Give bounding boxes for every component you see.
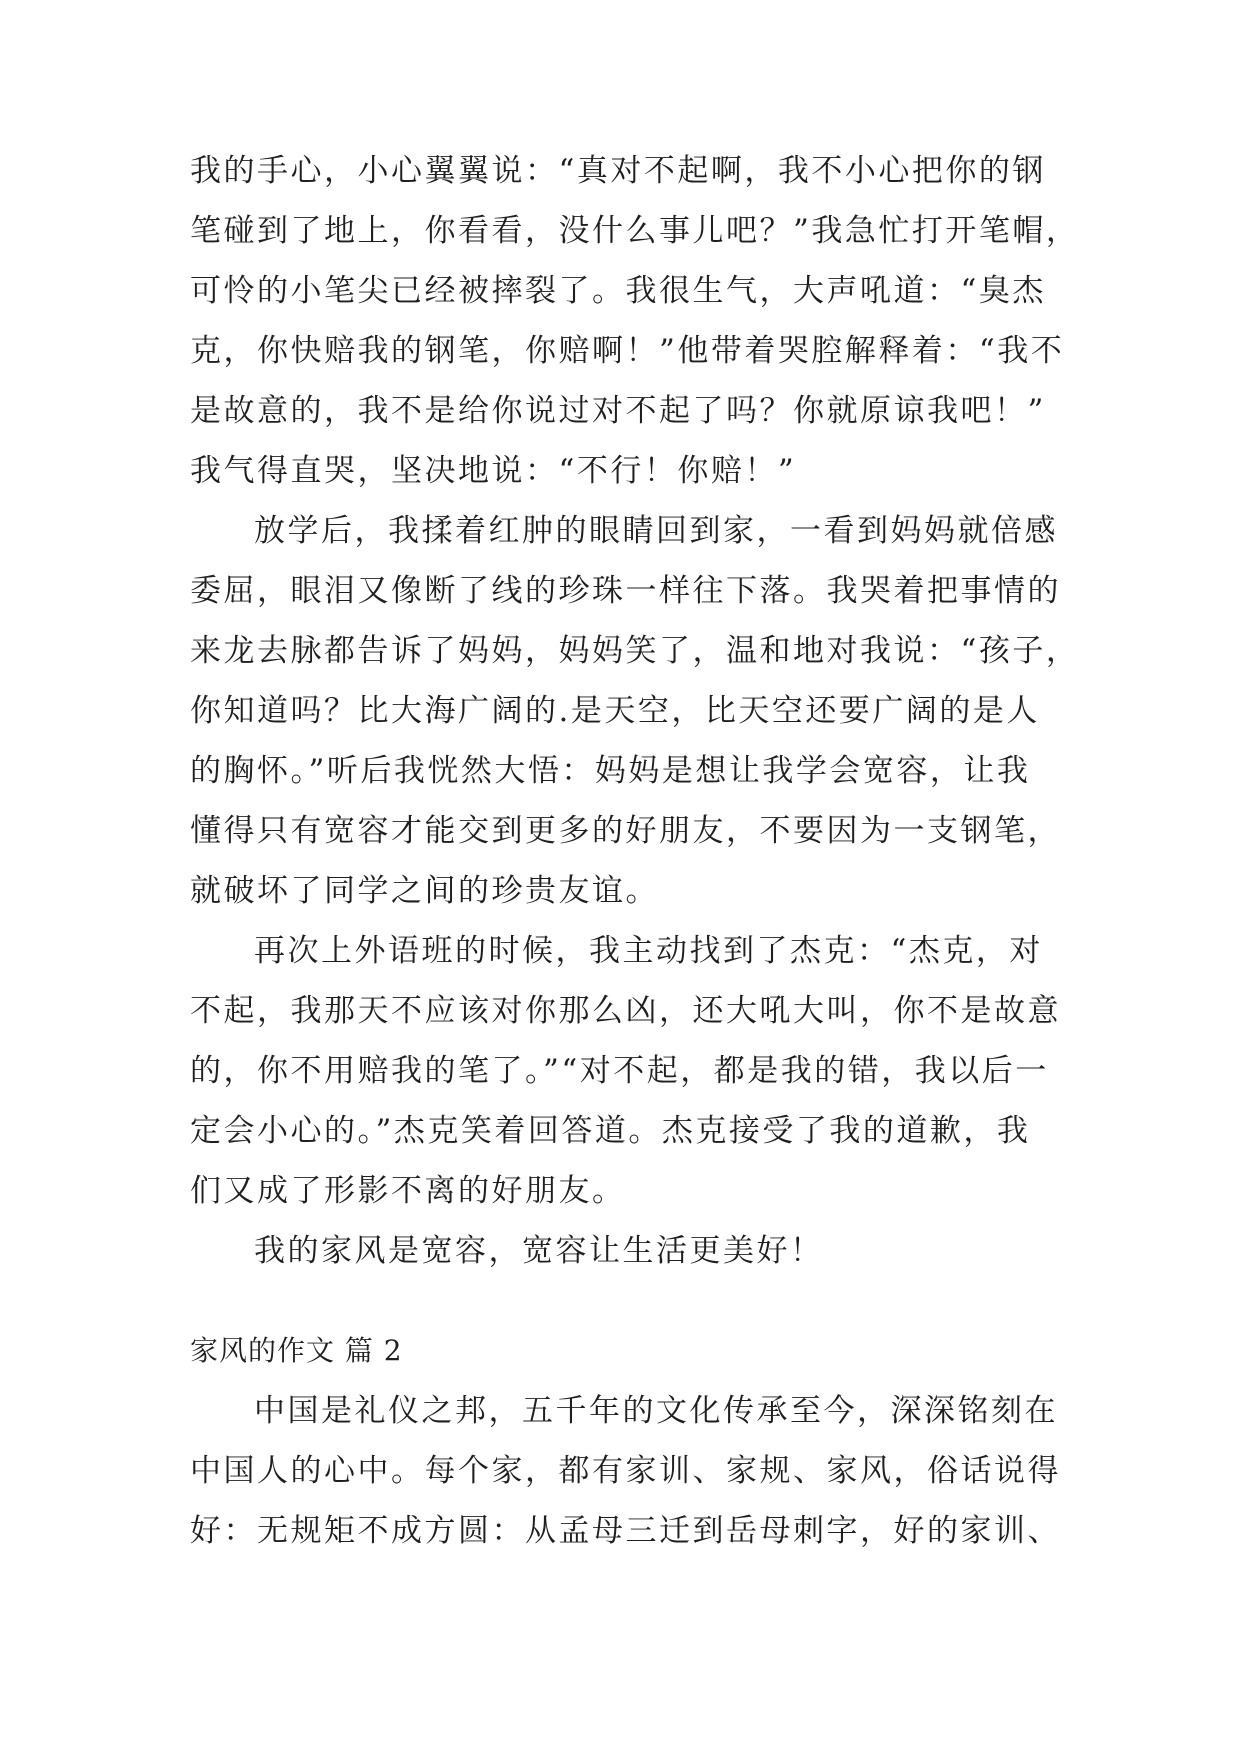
- paragraph-1-line-6: 我气得直哭，坚决地说：“不行！你赔！”: [190, 453, 797, 489]
- section-heading: 家风的作文 篇 2: [190, 1334, 403, 1367]
- paragraph-3-line-5: 们又成了形影不离的好朋友。: [190, 1173, 626, 1209]
- section-paragraph-line-3: 好：无规矩不成方圆：从孟母三迁到岳母刺字，好的家训、: [190, 1513, 1061, 1549]
- section-paragraph-line-1: 中国是礼仪之邦，五千年的文化传承至今，深深铭刻在: [254, 1393, 1058, 1429]
- paragraph-1-line-4: 克，你快赔我的钢笔，你赔啊！”他带着哭腔解释着：“我不: [190, 333, 1065, 369]
- section-paragraph-line-2: 中国人的心中。每个家，都有家训、家规、家风，俗话说得: [190, 1453, 1061, 1489]
- paragraph-4-line-1: 我的家风是宽容，宽容让生活更美好！: [254, 1233, 824, 1269]
- paragraph-3-line-3: 的，你不用赔我的笔了。”“对不起，都是我的错，我以后一: [190, 1053, 1049, 1089]
- paragraph-2-line-2: 委屈，眼泪又像断了线的珍珠一样往下落。我哭着把事情的: [190, 573, 1061, 609]
- paragraph-2-line-7: 就破坏了同学之间的珍贵友谊。: [190, 873, 659, 909]
- paragraph-1-line-5: 是故意的，我不是给你说过对不起了吗？你就原谅我吧！”: [190, 393, 1046, 429]
- paragraph-3-line-2: 不起，我那天不应该对你那么凶，还大吼大叫，你不是故意: [190, 993, 1061, 1029]
- paragraph-3-line-4: 定会小心的。”杰克笑着回答道。杰克接受了我的道歉，我: [190, 1113, 1031, 1149]
- paragraph-1-line-2: 笔碰到了地上，你看看，没什么事儿吧？”我急忙打开笔帽，: [190, 213, 1080, 249]
- paragraph-2-line-6: 懂得只有宽容才能交到更多的好朋友，不要因为一支钢笔，: [190, 813, 1061, 849]
- paragraph-2-line-4: 你知道吗？比大海广阔的.是天空，比天空还要广阔的是人: [190, 693, 1040, 729]
- paragraph-2-line-3: 来龙去脉都告诉了妈妈，妈妈笑了，温和地对我说：“孩子，: [190, 633, 1080, 669]
- paragraph-1-line-3: 可怜的小笔尖已经被摔裂了。我很生气，大声吼道：“臭杰: [190, 273, 1046, 309]
- paragraph-1-line-1: 我的手心，小心翼翼说：“真对不起啊，我不小心把你的钢: [190, 153, 1046, 189]
- paragraph-2-line-1: 放学后，我揉着红肿的眼睛回到家，一看到妈妈就倍感: [254, 513, 1058, 549]
- paragraph-2-line-5: 的胸怀。”听后我恍然大悟：妈妈是想让我学会宽容，让我: [190, 753, 1031, 789]
- paragraph-3-line-1: 再次上外语班的时候，我主动找到了杰克：“杰克，对: [254, 933, 1043, 969]
